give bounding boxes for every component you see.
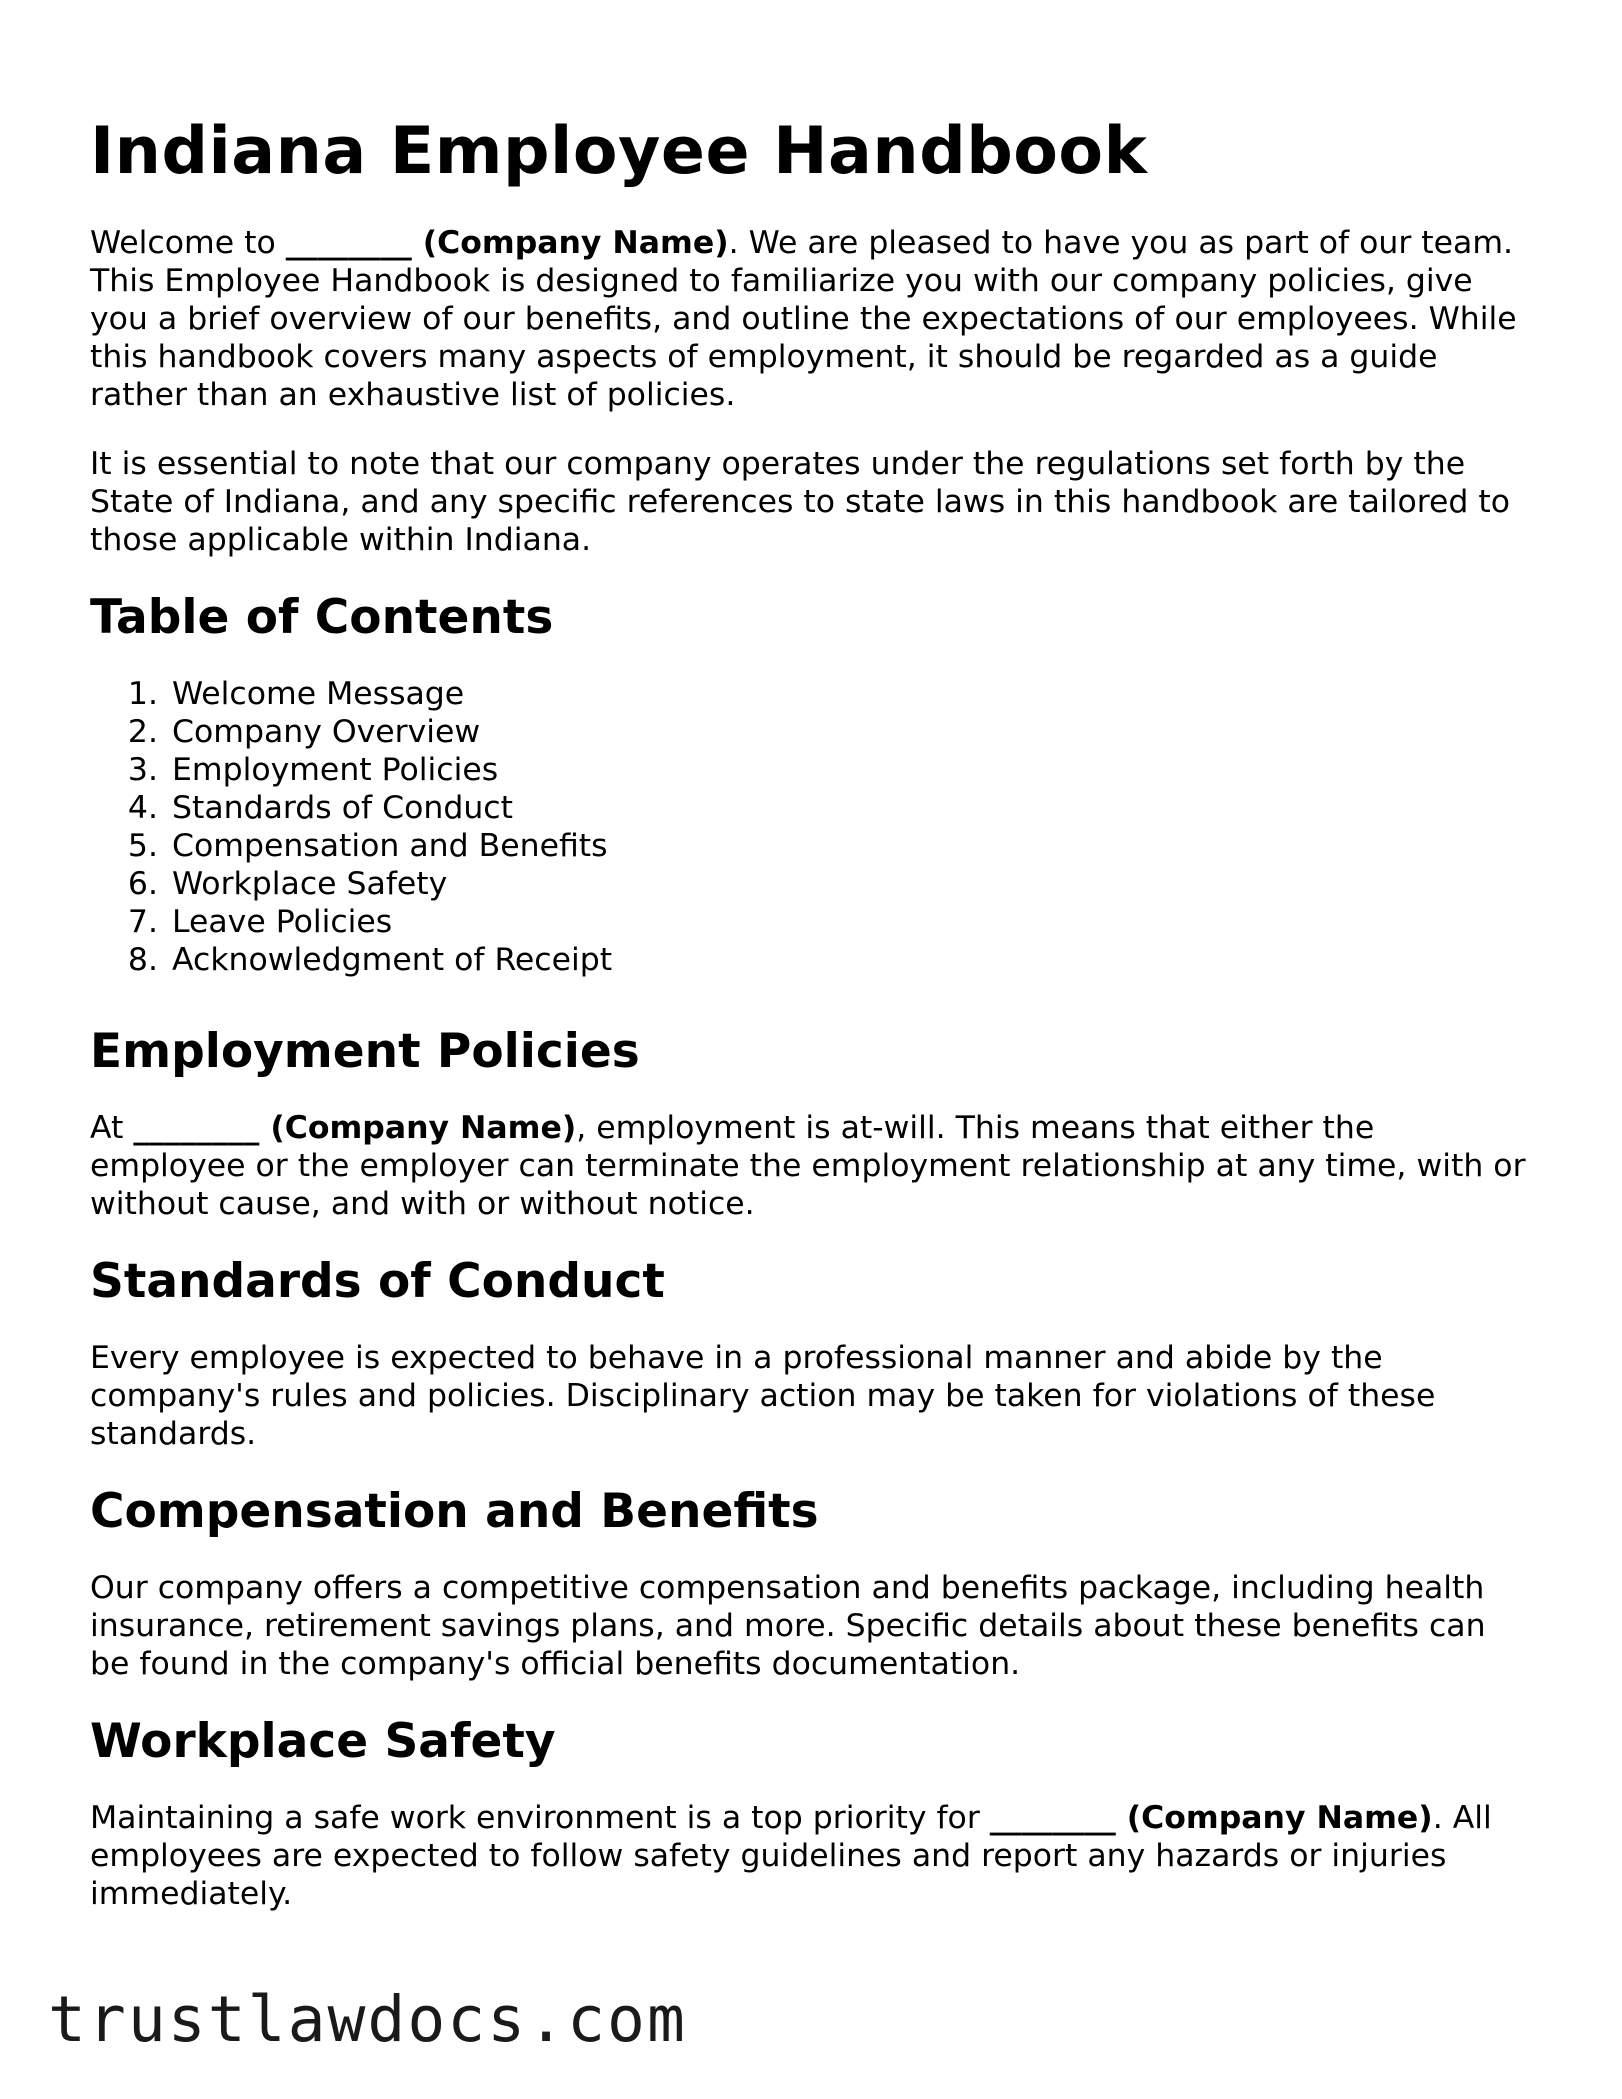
watermark-text: trustlawdocs.com <box>48 1983 687 2056</box>
toc-item: 6. Workplace Safety <box>168 865 1530 903</box>
employment-text-rest: , employment is at-will. This means that either the employee or the employer can terminate the employment relationship at any time, with or without cause, and with or without notice. <box>90 1110 1526 1222</box>
company-name-blank: ________ (Company Name) <box>285 225 729 261</box>
document-page <box>90 112 1530 1944</box>
indiana-note-paragraph: It is essential to note that our company operates under the regulations set forth by the State of Indiana, and any specific references to state laws in this handbook are tailored to those applicable within Indiana. <box>90 446 1511 558</box>
toc-item: 3. Employment Policies <box>168 751 1530 789</box>
intro-text-rest: . We are pleased to have you as part of our team. This Employee Handbook is designed to familiarize you with our company policies, give you a brief overview of our benefits, and outline the expectations of our employees. While this handbook covers many aspects of employment, it should be regarded as a guide rather than an exhaustive list of policies. <box>90 225 1517 413</box>
toc-item: 2. Company Overview <box>168 713 1530 751</box>
intro-text-start: Welcome to <box>90 225 286 261</box>
standards-of-conduct-heading: Standards of Conduct <box>90 1254 665 1309</box>
toc-list <box>90 675 1530 979</box>
toc-item: 7. Leave Policies <box>168 903 1530 941</box>
standards-of-conduct-paragraph: Every employee is expected to behave in a professional manner and abide by the company's rules and policies. Disciplinary action may be taken for violations of these standards. <box>90 1340 1436 1452</box>
toc-item: 1. Welcome Message <box>168 675 1530 713</box>
toc-item: 5. Compensation and Benefits <box>168 827 1530 865</box>
employment-policies-paragraph <box>90 1109 1530 1223</box>
employment-policies-heading: Employment Policies <box>90 1024 640 1079</box>
document-title: Indiana Employee Handbook <box>90 114 1148 189</box>
workplace-safety-paragraph <box>90 1799 1530 1913</box>
toc-item: 4. Standards of Conduct <box>168 789 1530 827</box>
toc-heading: Table of Contents <box>90 590 554 645</box>
intro-paragraph <box>90 224 1530 414</box>
compensation-benefits-heading: Compensation and Benefits <box>90 1484 819 1539</box>
employment-text-start: At <box>90 1110 134 1146</box>
company-name-blank: ________ (Company Name) <box>989 1800 1433 1836</box>
company-name-blank: ________ (Company Name) <box>133 1110 577 1146</box>
safety-text-rest: . All employees are expected to follow safety guidelines and report any hazards or injuries immediately. <box>90 1800 1492 1912</box>
compensation-benefits-paragraph: Our company offers a competitive compensation and benefits package, including health insurance, retirement savings plans, and more. Specific details about these benefits can be found in the company's official benefits documentation. <box>90 1570 1486 1682</box>
workplace-safety-heading: Workplace Safety <box>90 1714 556 1769</box>
toc-item: 8. Acknowledgment of Receipt <box>168 941 1530 979</box>
safety-text-start: Maintaining a safe work environment is a top priority for <box>90 1800 990 1836</box>
